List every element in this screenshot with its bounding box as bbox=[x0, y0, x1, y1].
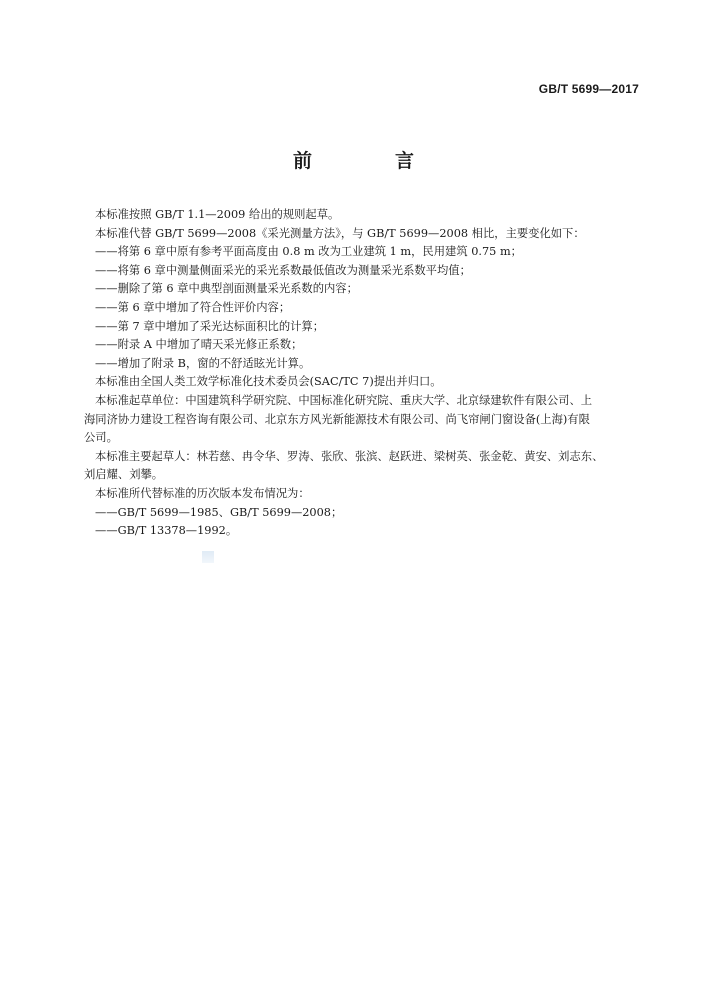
history-item: ——GB/T 5699—1985、GB/T 5699—2008； bbox=[95, 505, 343, 519]
drafting-units-line: 公司。 bbox=[84, 431, 118, 445]
drafters-line: 本标准主要起草人：林若慈、冉令华、罗涛、张欣、张滨、赵跃进、梁树英、张金乾、黄安、刘志东、 bbox=[95, 449, 604, 463]
change-item: ——第 6 章中增加了符合性评价内容； bbox=[95, 300, 291, 314]
change-item: ——增加了附录 B，窗的不舒适眩光计算。 bbox=[95, 356, 311, 370]
change-item: ——删除了第 6 章中典型剖面测量采光系数的内容； bbox=[95, 282, 358, 296]
change-item: ——第 7 章中增加了采光达标面积比的计算； bbox=[95, 319, 325, 333]
change-item: ——附录 A 中增加了晴天采光修正系数； bbox=[95, 338, 303, 352]
change-item: ——将第 6 章中原有参考平面高度由 0.8 m 改为工业建筑 1 m，民用建筑 0.75 m； bbox=[95, 245, 522, 259]
paragraph-proposer: 本标准由全国人类工效学标准化技术委员会(SAC/TC 7)提出并归口。 bbox=[95, 375, 442, 389]
document-body bbox=[84, 206, 640, 541]
drafting-units-line: 海同济协力建设工程咨询有限公司、北京东方风光新能源技术有限公司、尚飞帘闸门窗设备(上海)有限 bbox=[84, 412, 590, 426]
page-title: 前 言 bbox=[292, 150, 446, 172]
paragraph-drafting-rules: 本标准按照 GB/T 1.1—2009 给出的规则起草。 bbox=[95, 208, 340, 221]
drafting-units-line: 本标准起草单位：中国建筑科学研究院、中国标准化研究院、重庆大学、北京绿建软件有限公司、上 bbox=[95, 393, 593, 407]
standard-code: GB/T 5699—2017 bbox=[538, 82, 639, 96]
paragraph-replacement: 本标准代替 GB/T 5699—2008《采光测量方法》，与 GB/T 5699—2008 相比，主要变化如下： bbox=[95, 226, 585, 240]
change-item: ——将第 6 章中测量侧面采光的采光系数最低值改为测量采光系数平均值； bbox=[95, 263, 471, 277]
drafters-line: 刘启耀、刘攀。 bbox=[84, 468, 164, 482]
watermark-mark bbox=[202, 551, 214, 563]
history-item: ——GB/T 13378—1992。 bbox=[95, 524, 238, 538]
history-intro: 本标准所代替标准的历次版本发布情况为： bbox=[95, 486, 310, 500]
